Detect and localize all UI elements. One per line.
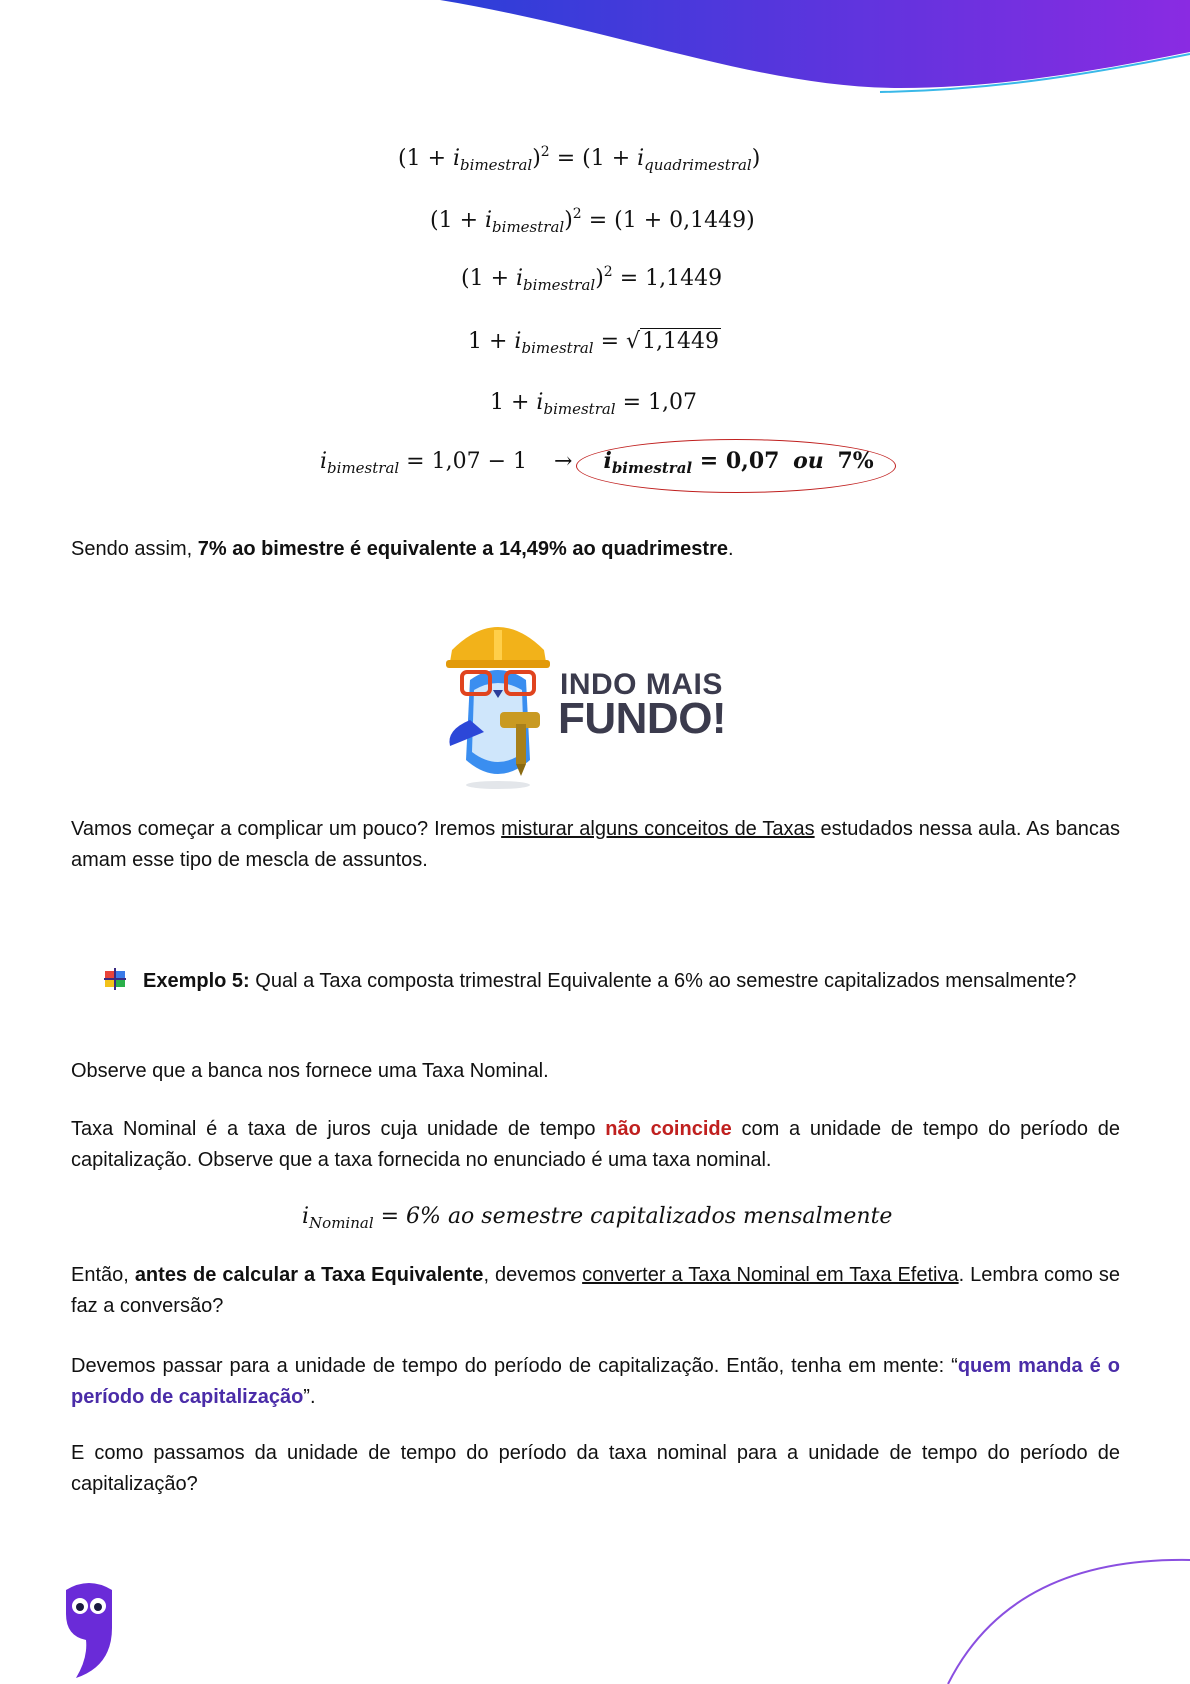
owl-logo-icon — [62, 1578, 116, 1678]
equation-4: $1 + i_{bimestral} = √1,1449$ — [468, 329, 720, 357]
summary-paragraph: Sendo assim, 7% ao bimestre é equivalente a 14,49% ao quadrimestre. — [71, 538, 734, 560]
definition-paragraph: Taxa Nominal é a taxa de juros cuja unidade de tempo não coincide com a unidade de tempo do período de capitalização. Observe que a taxa fornecida no enunciado é uma taxa nominal. — [71, 1118, 1121, 1171]
must-paragraph: Devemos passar para a unidade de tempo do período de capitalização. Então, tenha em mente: “quem manda é o período de capitalização”. — [71, 1355, 1121, 1408]
footer-curve-decoration — [900, 1540, 1190, 1684]
equation-1: $(1 + i_{bimestral})^2 = (1 + i_{quadrimestral})$ — [398, 144, 761, 174]
example-5: Exemplo 5: Qual a Taxa composta trimestral Equivalente a 6% ao semestre capitalizados mensalmente? — [143, 970, 1077, 992]
equation-6: $i_{bimestral} = 1,07 - 1 \to i_{bimestral} = 0,07$ ou 7% — [320, 448, 874, 477]
bullet-icon — [104, 968, 126, 990]
equation-2: $(1 + i_{bimestral})^2 = (1 + 0,1449)$ — [430, 206, 755, 236]
then-paragraph: Então, antes de calcular a Taxa Equivalente, devemos converter a Taxa Nominal em Taxa Efetiva. Lembra como se faz a conversão? — [71, 1264, 1120, 1317]
banner-line-1: INDO MAIS — [560, 668, 723, 701]
nominal-equation: $i_{Nominal} = 6\%$ ao semestre capitalizados mensalmente — [302, 1204, 893, 1232]
equation-5: $1 + i_{bimestral} = 1,07$ — [490, 390, 698, 418]
arrow-symbol: → — [554, 449, 573, 474]
banner-line-2: FUNDO! — [558, 694, 727, 743]
mascot-illustration — [440, 620, 570, 790]
observe-paragraph: Observe que a banca nos fornece uma Taxa Nominal. — [71, 1060, 549, 1082]
sqrt-symbol: √ — [626, 329, 641, 354]
equation-3: $(1 + i_{bimestral})^2 = 1,1449$ — [461, 264, 723, 294]
result-highlight-ellipse — [576, 439, 896, 493]
how-paragraph: E como passamos da unidade de tempo do período da taxa nominal para a unidade de tempo do período de capitalização? — [71, 1442, 1120, 1495]
header-wave-decoration — [0, 0, 1190, 100]
result-value: $i_{bimestral} = 0,07$ ou 7% — [603, 448, 874, 477]
radicand: 1,1449 — [642, 329, 720, 354]
intro-paragraph: Vamos começar a complicar um pouco? Iremos misturar alguns conceitos de Taxas estudados nessa aula. As bancas amam esse tipo de mescla de assuntos. — [71, 818, 1121, 871]
